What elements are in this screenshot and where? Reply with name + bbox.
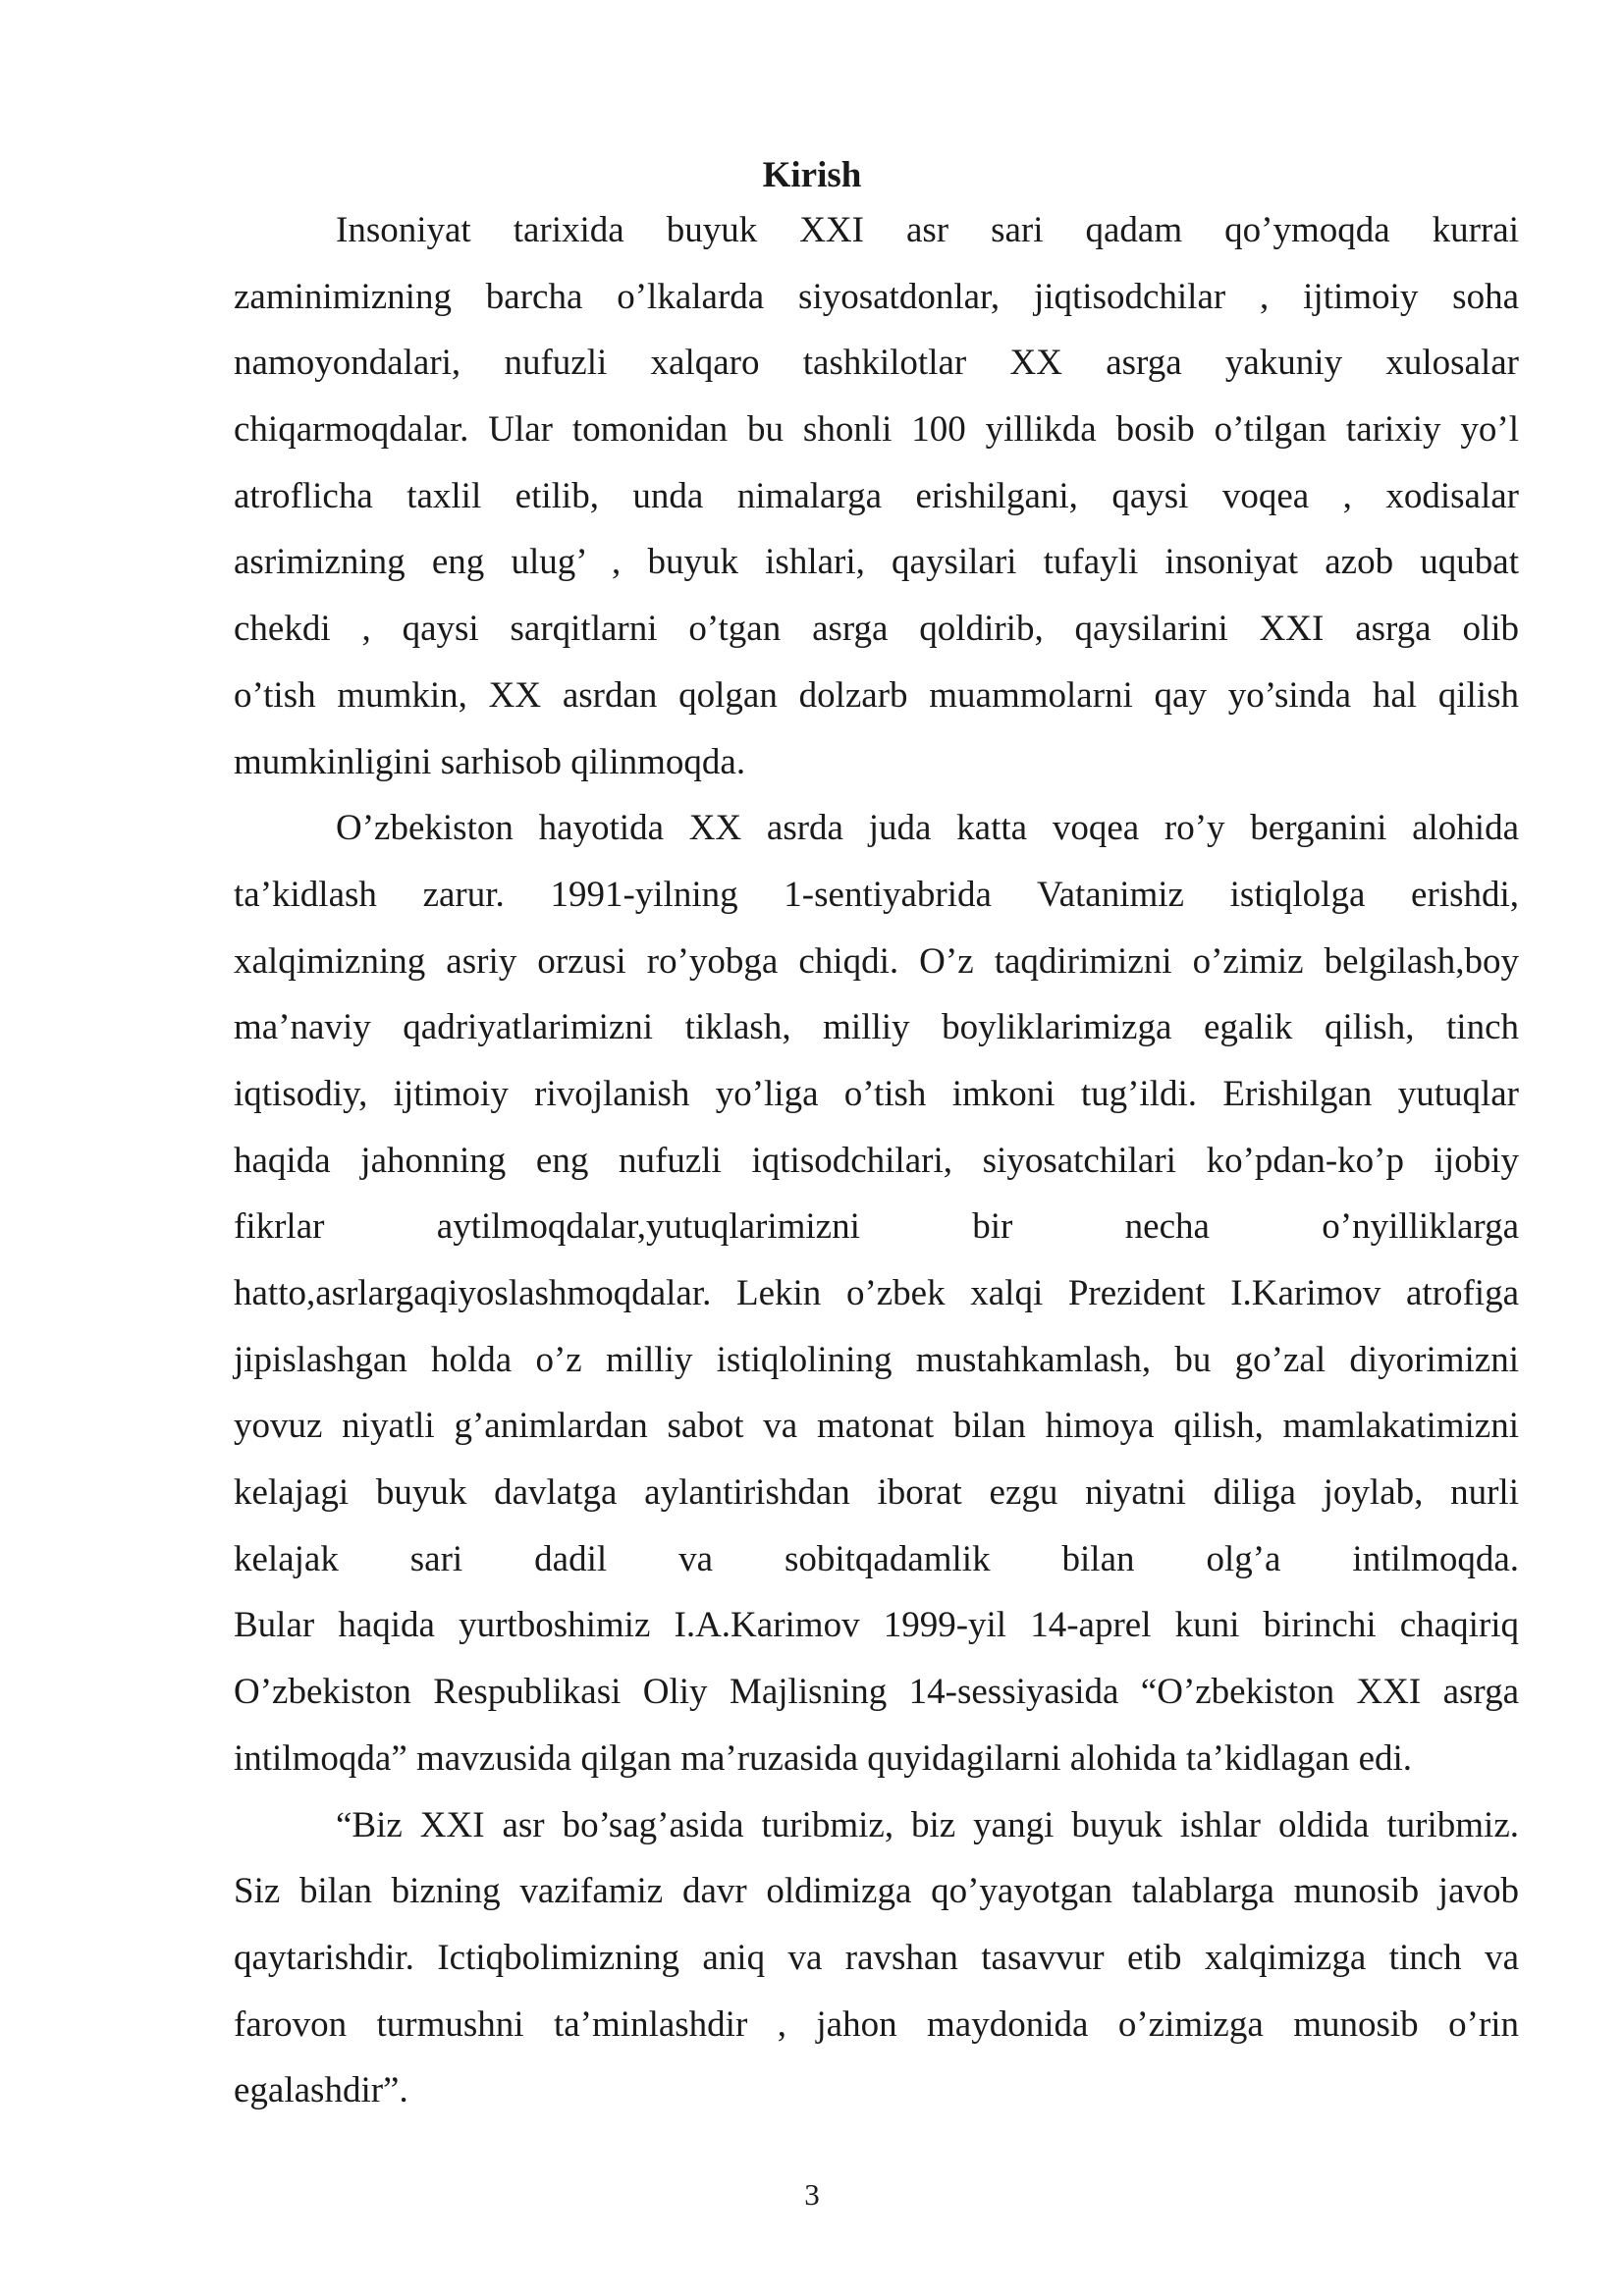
text-line: ma’naviy qadriyatlarimizni tiklash, milliy boyliklarimizga egalik qilish, tinch bbox=[234, 1007, 1519, 1048]
text-line: O’zbekiston Respublikasi Oliy Majlisning 14-sessiyasida “O’zbekiston XXI asrga bbox=[234, 1672, 1519, 1713]
text-line: hatto,asrlargaqiyoslashmoqdalar. Lekin o’zbek xalqi Prezident I.Karimov atrofiga bbox=[234, 1273, 1519, 1313]
paragraph-1 bbox=[234, 197, 1519, 795]
text-line: jipislashgan holda o’z milliy istiqlolining mustahkamlash, bu go’zal diyorimizni bbox=[234, 1339, 1519, 1380]
text-line: Insoniyat tarixida buyuk XXI asr sari qadam qo’ymoqda kurrai bbox=[336, 210, 1519, 250]
text-line: xalqimizning asriy orzusi ro’yobga chiqdi. O’z taqdirimizni o’zimiz belgilash,boy bbox=[234, 940, 1519, 982]
text-line: chekdi , qaysi sarqitlarni o’tgan asrga qoldirib, qaysilarini XXI asrga olib bbox=[234, 609, 1519, 650]
text-line: o’tish mumkin, XX asrdan qolgan dolzarb muammolarni qay yo’sinda hal qilish bbox=[234, 674, 1519, 716]
text-line: fikrlar aytilmoqdalar,yutuqlarimizni bir necha o’nyilliklarga bbox=[234, 1206, 1519, 1248]
text-line: O’zbekiston hayotida XX asrda juda katta voqea ro’y berganini alohida bbox=[336, 808, 1519, 849]
paragraph-3-quote bbox=[234, 1792, 1519, 2124]
text-line: intilmoqda” mavzusida qilgan ma’ruzasida quyidagilarni alohida ta’kidlagan edi. bbox=[234, 1737, 1413, 1779]
text-line: ta’kidlash zarur. 1991-yilning 1-sentiyabrida Vatanimiz istiqlolga erishdi, bbox=[234, 874, 1519, 915]
page-title: Kirish bbox=[762, 155, 862, 195]
text-line: farovon turmushni ta’minlashdir , jahon maydonida o’zimizga munosib o’rin bbox=[234, 2003, 1519, 2045]
text-line: mumkinligini sarhisob qilinmoqda. bbox=[234, 741, 746, 782]
text-line: chiqarmoqdalar. Ular tomonidan bu shonli 100 yillikda bosib o’tilgan tarixiy yo’l bbox=[234, 409, 1519, 451]
text-line: Siz bilan bizning vazifamiz davr oldimizga qo’yayotgan talablarga munosib javob bbox=[234, 1871, 1519, 1912]
text-line: zaminimizning barcha o’lkalarda siyosatdonlar, jiqtisodchilar , ijtimoiy soha bbox=[234, 276, 1519, 317]
text-line: yovuz niyatli g’animlardan sabot va matonat bilan himoya qilish, mamlakatimizni bbox=[234, 1406, 1519, 1447]
text-line: “Biz XXI asr bo’sag’asida turibmiz, biz yangi buyuk ishlar oldida turibmiz. bbox=[336, 1804, 1519, 1845]
text-line: qaytarishdir. Ictiqbolimizning aniq va ravshan tasavvur etib xalqimizga tinch va bbox=[234, 1937, 1519, 1978]
text-line: kelajak sari dadil va sobitqadamlik bilan olg’a intilmoqda. bbox=[234, 1538, 1519, 1579]
text-line: kelajagi buyuk davlatga aylantirishdan iborat ezgu niyatni diliga joylab, nurli bbox=[234, 1472, 1519, 1514]
document-body bbox=[234, 197, 1519, 2124]
text-line: asrimizning eng ulug’ , buyuk ishlari, qaysilari tufayli insoniyat azob uqubat bbox=[234, 542, 1519, 583]
text-line: iqtisodiy, ijtimoiy rivojlanish yo’liga o’tish imkoni tug’ildi. Erishilgan yutuqlar bbox=[234, 1073, 1519, 1114]
text-line: atroflicha taxlil etilib, unda nimalarga erishilgani, qaysi voqea , xodisalar bbox=[234, 475, 1519, 516]
paragraph-2 bbox=[234, 795, 1519, 1791]
page-number: 3 bbox=[804, 2177, 820, 2212]
text-line: haqida jahonning eng nufuzli iqtisodchilari, siyosatchilari ko’pdan-ko’p ijobiy bbox=[234, 1140, 1519, 1181]
text-line: namoyondalari, nufuzli xalqaro tashkilotlar XX asrga yakuniy xulosalar bbox=[234, 343, 1519, 384]
text-line: egalashdir”. bbox=[234, 2070, 408, 2111]
text-line: Bular haqida yurtboshimiz I.A.Karimov 1999-yil 14-aprel kuni birinchi chaqiriq bbox=[234, 1605, 1519, 1646]
